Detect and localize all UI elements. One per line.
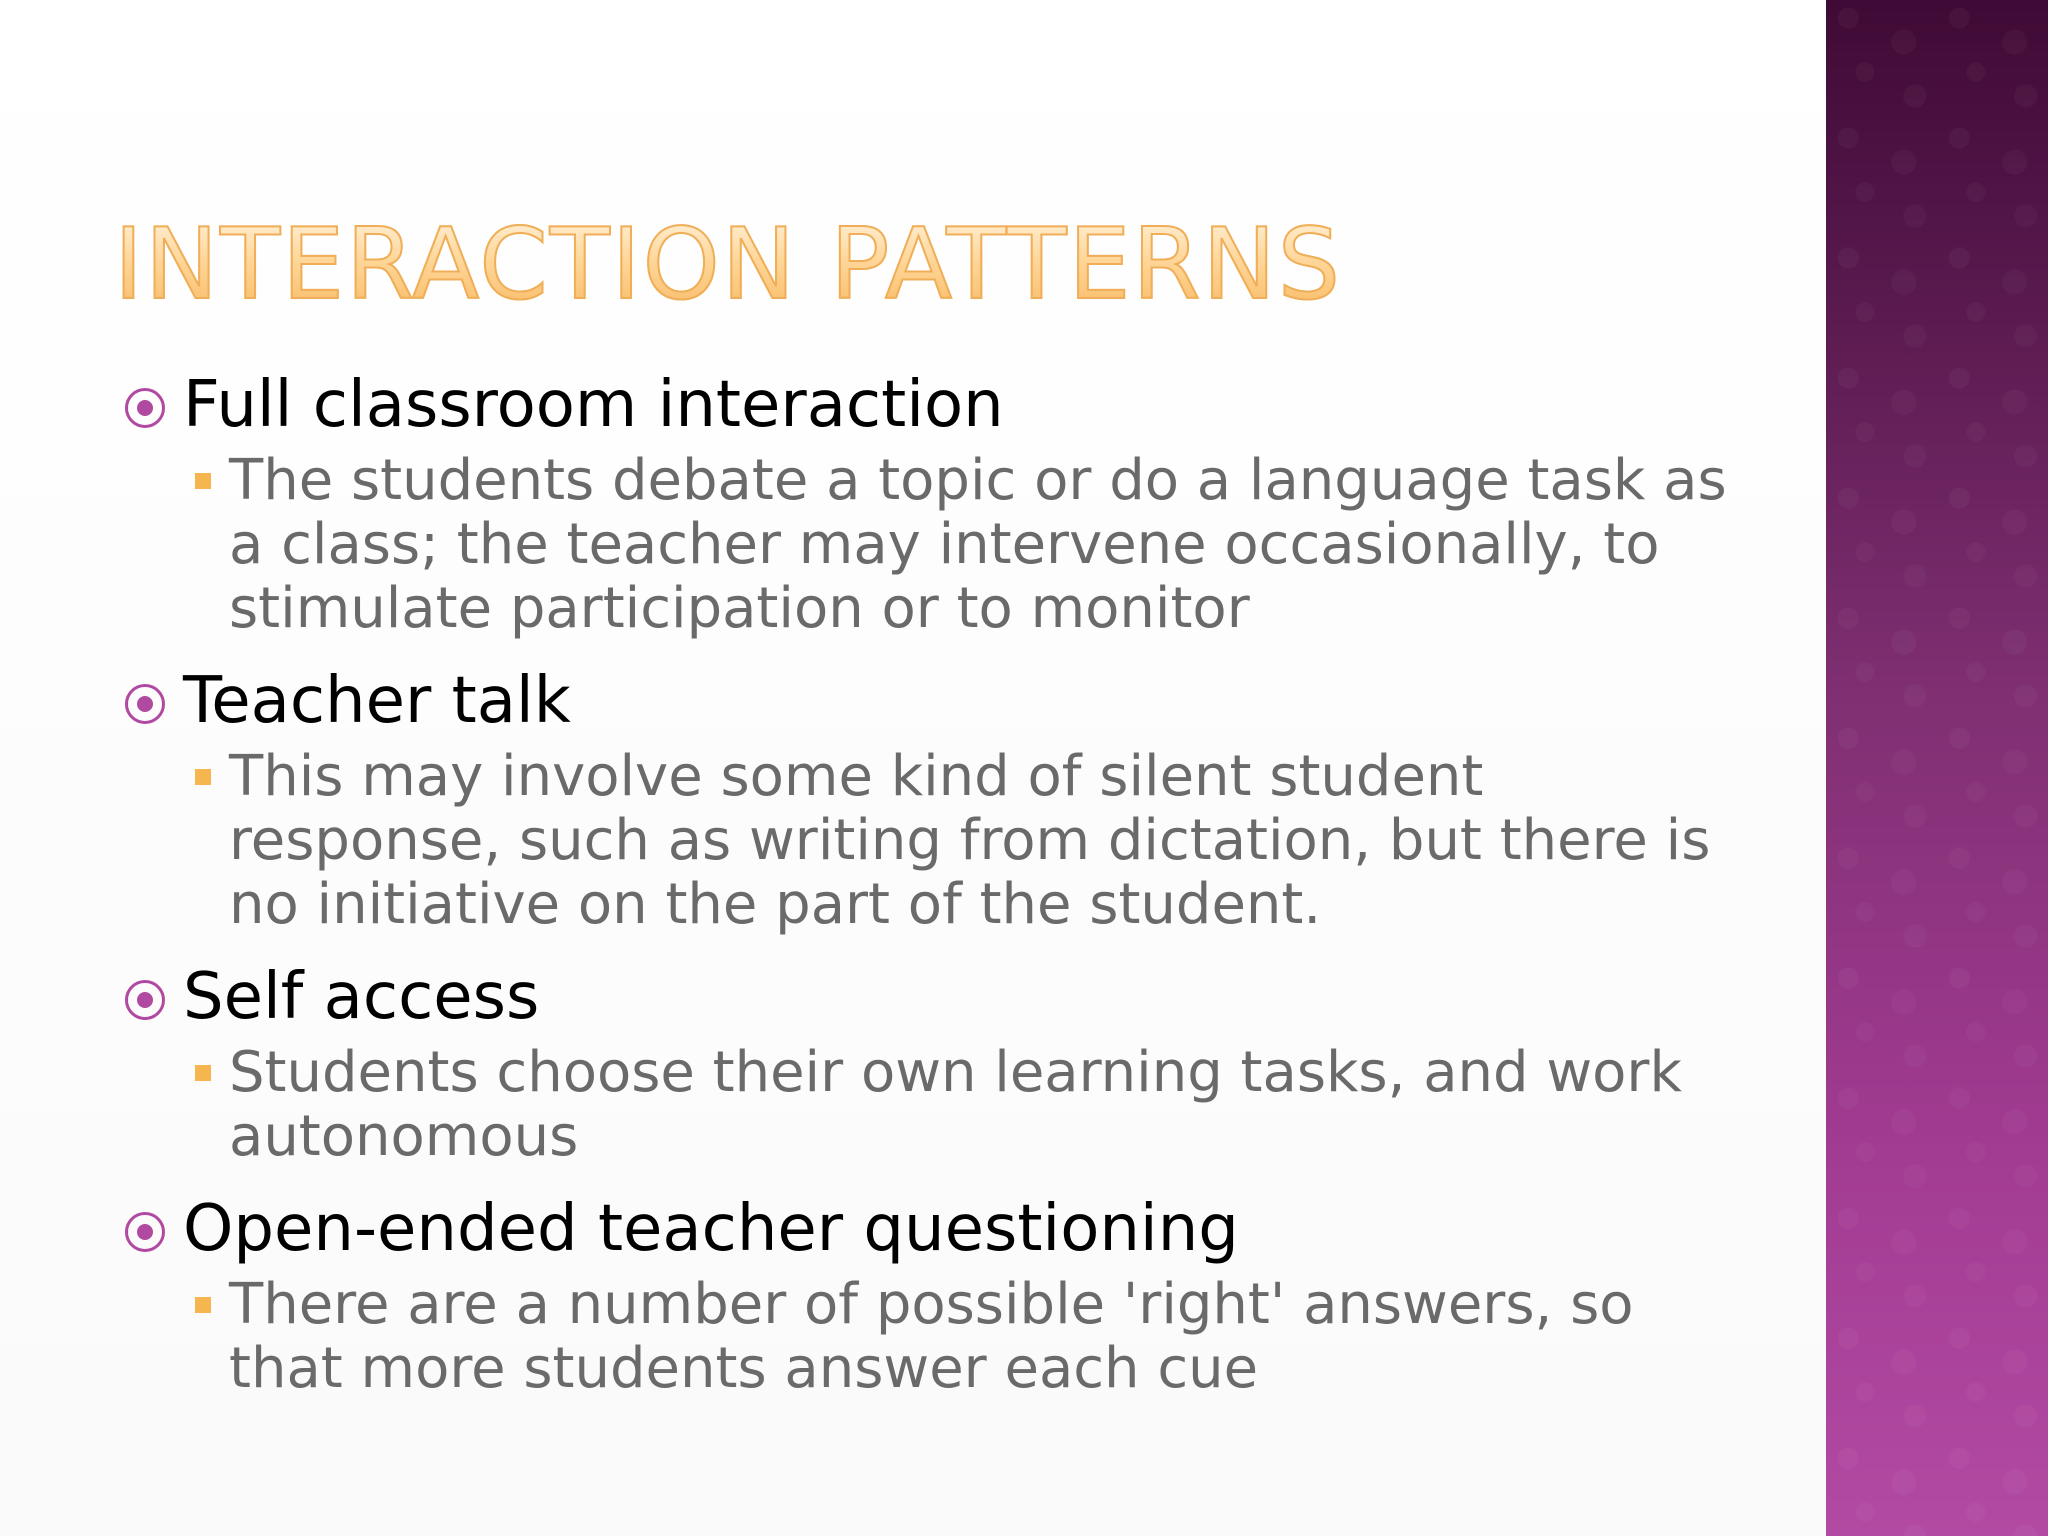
square-bullet-icon (195, 1297, 211, 1313)
level2-bullet (195, 745, 1730, 937)
circle-dot-bullet-icon (125, 980, 165, 1020)
circle-dot-bullet-icon (125, 684, 165, 724)
level1-bullet (125, 661, 1725, 741)
level1-text: Self access (183, 960, 540, 1034)
slide-title: INTERACTION PATTERNS (114, 205, 1342, 325)
level1-bullet (125, 957, 1725, 1037)
bullet-group (125, 661, 1725, 937)
level2-text: This may involve some kind of silent student response, such as writing from dictation, but there is no initiative on the part of the student. (229, 744, 1711, 937)
square-bullet-icon (195, 473, 211, 489)
bullet-group (125, 365, 1725, 641)
level1-bullet (125, 1189, 1725, 1269)
level2-text: The students debate a topic or do a language task as a class; the teacher may intervene occasionally, to stimulate participation or to monitor (229, 448, 1727, 641)
bullet-list (125, 365, 1725, 1401)
circle-dot-bullet-icon (125, 388, 165, 428)
level2-text: There are a number of possible 'right' answers, so that more students answer each cue (229, 1272, 1634, 1401)
level2-bullet (195, 1273, 1730, 1401)
level1-text: Full classroom interaction (183, 368, 1004, 442)
level2-text: Students choose their own learning tasks, and work autonomous (229, 1040, 1682, 1169)
square-bullet-icon (195, 1065, 211, 1081)
level2-bullet (195, 1041, 1730, 1169)
square-bullet-icon (195, 769, 211, 785)
decorative-right-band (1826, 0, 2048, 1536)
level1-text: Teacher talk (183, 664, 571, 738)
level1-bullet (125, 365, 1725, 445)
level2-bullet (195, 449, 1730, 641)
bullet-group (125, 1189, 1725, 1401)
level1-text: Open-ended teacher questioning (183, 1192, 1239, 1266)
bullet-group (125, 957, 1725, 1169)
circle-dot-bullet-icon (125, 1212, 165, 1252)
